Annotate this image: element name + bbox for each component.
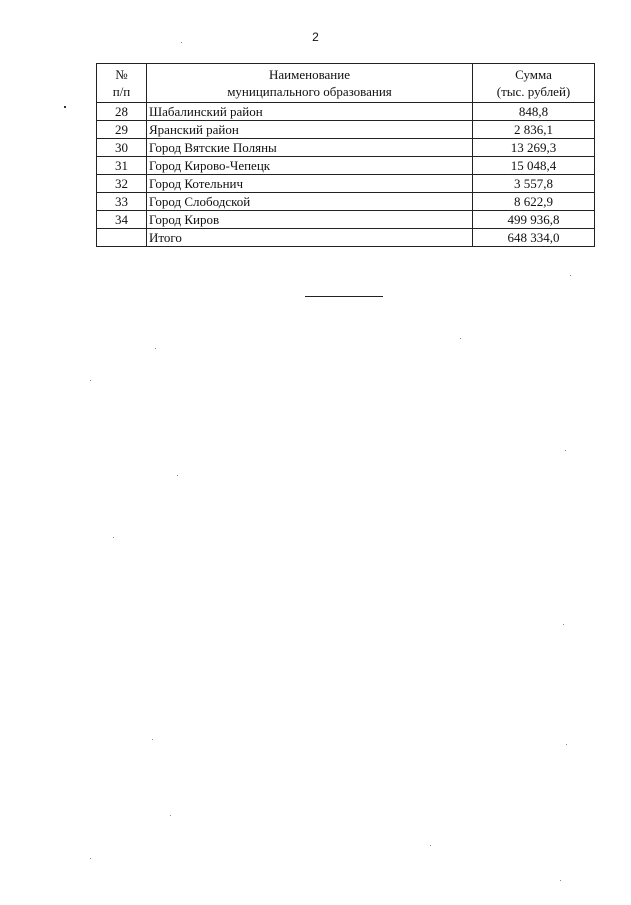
row-amount: 499 936,8 [473, 211, 595, 229]
end-of-document-rule [305, 296, 383, 297]
table-row [97, 157, 595, 175]
row-amount: 15 048,4 [473, 157, 595, 175]
row-number: 29 [97, 121, 147, 139]
total-amount: 648 334,0 [473, 229, 595, 247]
row-municipality: Шабалинский район [147, 103, 473, 121]
row-municipality: Город Кирово-Чепецк [147, 157, 473, 175]
row-number: 34 [97, 211, 147, 229]
row-municipality: Город Киров [147, 211, 473, 229]
row-municipality: Город Котельнич [147, 175, 473, 193]
column-header-sum-line2: (тыс. рублей) [496, 84, 571, 99]
row-amount: 8 622,9 [473, 193, 595, 211]
row-amount: 2 836,1 [473, 121, 595, 139]
table-row [97, 103, 595, 121]
row-amount: 13 269,3 [473, 139, 595, 157]
column-header-name-line2: муниципального образования [227, 84, 392, 99]
row-amount: 848,8 [473, 103, 595, 121]
total-number-cell [97, 229, 147, 247]
table-row [97, 139, 595, 157]
row-number: 31 [97, 157, 147, 175]
row-amount: 3 557,8 [473, 175, 595, 193]
page-number: 2 [312, 30, 319, 44]
row-number: 30 [97, 139, 147, 157]
table-row [97, 175, 595, 193]
table-row [97, 193, 595, 211]
row-municipality: Город Слободской [147, 193, 473, 211]
column-header-sum-line1: Сумма [515, 67, 552, 82]
table-row [97, 121, 595, 139]
row-municipality: Город Вятские Поляны [147, 139, 473, 157]
column-header-number [97, 64, 147, 103]
row-number: 33 [97, 193, 147, 211]
row-number: 28 [97, 103, 147, 121]
row-number: 32 [97, 175, 147, 193]
allocation-table [96, 63, 595, 247]
column-header-sum [473, 64, 595, 103]
column-header-name-line1: Наименование [269, 67, 350, 82]
table-header-row [97, 64, 595, 103]
table-row [97, 211, 595, 229]
column-header-name [147, 64, 473, 103]
column-header-number-line1: № [115, 67, 128, 82]
total-label: Итого [147, 229, 473, 247]
table-total-row [97, 229, 595, 247]
column-header-number-line2: п/п [112, 84, 131, 99]
row-municipality: Яранский район [147, 121, 473, 139]
